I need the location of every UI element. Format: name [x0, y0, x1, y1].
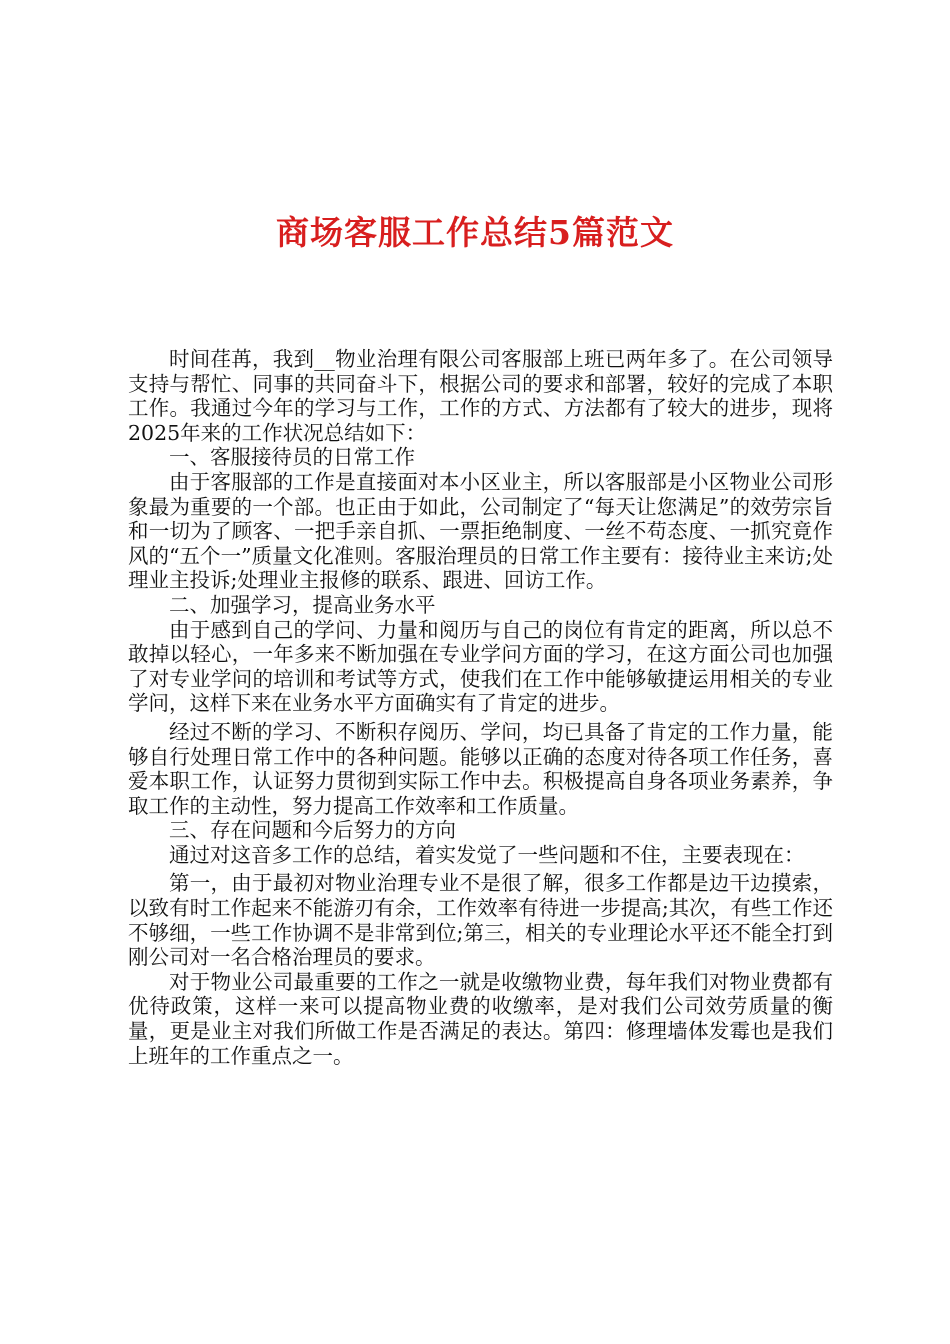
paragraph-section-1: 由于客服部的工作是直接面对本小区业主，所以客服部是小区物业公司形象最为重要的一个部。也正由于如此，公司制定了“每天让您满足”的效劳宗旨和一切为了顾客、一把手亲自抓、一票拒绝制度、一丝不苟态度、一抓究竟作风的“五个一”质量文化准则。客服治理员的日常工作主要有：接待业主来访;处理业主投诉;处理业主报修的联系、跟进、回访工作。	[128, 469, 833, 593]
paragraph-section-3b: 第一，由于最初对物业治理专业不是很了解，很多工作都是边干边摸索，以致有时工作起来不能游刃有余，工作效率有待进一步提高;其次，有些工作还不够细，一些工作协调不是非常到位;第三，相关的专业理论水平还不能全打到刚公司对一名合格治理员的要求。	[128, 871, 833, 970]
paragraph-section-3c: 对于物业公司最重要的工作之一就是收缴物业费，每年我们对物业费都有优待政策，这样一来可以提高物业费的收缴率，是对我们公司效劳质量的衡量，更是业主对我们所做工作是否满足的表达。第四：修理墙体发霉也是我们上班年的工作重点之一。	[128, 969, 833, 1068]
document-body	[128, 347, 833, 1068]
paragraph-section-2a: 由于感到自己的学问、力量和阅历与自己的岗位有肯定的距离，所以总不敢掉以轻心，一年多来不断加强在专业学问方面的学习，在这方面公司也加强了对专业学问的培训和考试等方式，使我们在工作中能够敏捷运用相关的专业学问，这样下来在业务水平方面确实有了肯定的进步。	[128, 617, 833, 716]
paragraph-section-3a: 通过对这音多工作的总结，着实发觉了一些问题和不住，主要表现在：	[169, 842, 805, 867]
paragraph-intro: 时间荏苒，我到__物业治理有限公司客服部上班已两年多了。在公司领导支持与帮忙、同事的共同奋斗下，根据公司的要求和部署，较好的完成了本职工作。我通过今年的学习与工作，工作的方式、方法都有了较大的进步，现将2025年来的工作状况总结如下：	[128, 347, 833, 445]
document-title: 商场客服工作总结5篇范文	[276, 213, 674, 252]
section-heading-2: 二、加强学习，提高业务水平	[169, 592, 436, 617]
paragraph-section-2b: 经过不断的学习、不断积存阅历、学问，均已具备了肯定的工作力量，能够自行处理日常工作中的各种问题。能够以正确的态度对待各项工作任务，喜爱本职工作，认证努力贯彻到实际工作中去。积极提高自身各项业务素养，争取工作的主动性，努力提高工作效率和工作质量。	[128, 719, 833, 818]
section-heading-3: 三、存在问题和今后努力的方向	[169, 818, 456, 843]
section-heading-1: 一、客服接待员的日常工作	[169, 445, 415, 470]
